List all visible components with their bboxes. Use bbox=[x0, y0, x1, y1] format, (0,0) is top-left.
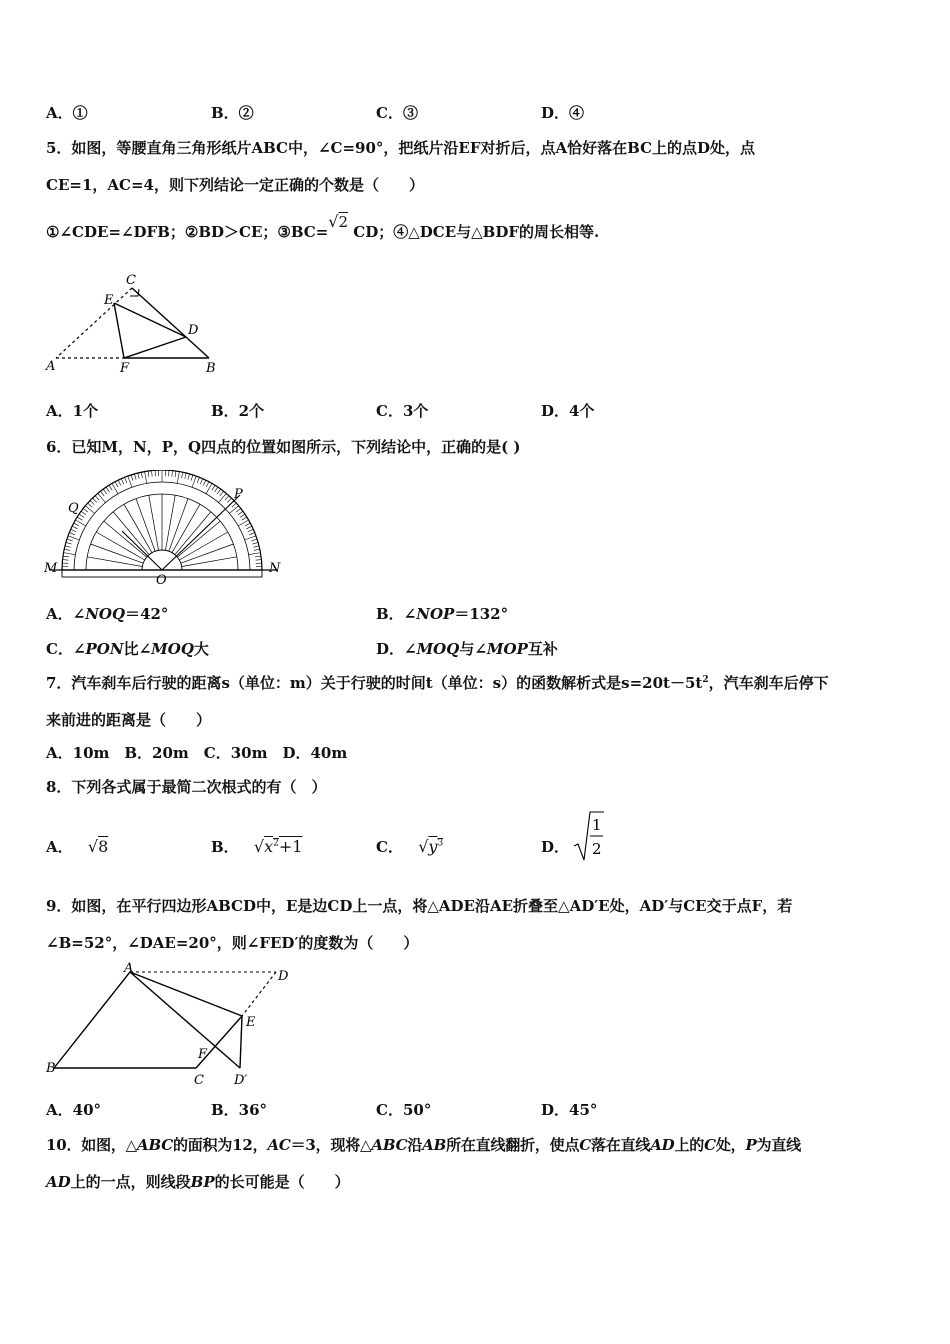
protractor-tick bbox=[248, 529, 253, 531]
label-q: Q bbox=[68, 501, 79, 516]
q7-options: A．10m B．20m C．30m D．40m bbox=[46, 744, 348, 762]
q8-option-d-radical bbox=[572, 808, 606, 864]
q9-option-a: A．40° bbox=[46, 1101, 102, 1119]
label-f: F bbox=[120, 361, 130, 376]
protractor-tick bbox=[252, 542, 258, 544]
q9-stem-line1: 9．如图，在平行四边形ABCD中，E是边CD上一点，将△ADE沿AE折叠至△AD′E处，AD′与CE交于点F，若 bbox=[46, 897, 793, 915]
protractor-tick bbox=[212, 485, 215, 490]
fraction-denominator: 2 bbox=[592, 840, 602, 858]
protractor-tick bbox=[251, 539, 257, 541]
protractor-tick bbox=[188, 474, 190, 480]
protractor-tick bbox=[71, 529, 76, 531]
protractor-tick bbox=[200, 479, 202, 484]
protractor-ray bbox=[149, 495, 159, 550]
protractor-ray bbox=[181, 544, 234, 563]
protractor-tick bbox=[68, 536, 79, 540]
protractor-tick bbox=[206, 482, 209, 487]
q6-option-a: A．∠NOQ＝42° bbox=[46, 605, 169, 623]
protractor-ray bbox=[124, 504, 152, 552]
protractor-tick bbox=[63, 560, 69, 561]
protractor-tick bbox=[219, 493, 227, 502]
q8-option-a: A． √8 bbox=[46, 837, 109, 856]
q5-option-b: B．2个 bbox=[211, 402, 265, 420]
protractor-tick bbox=[225, 496, 229, 500]
label-f: F bbox=[198, 1047, 208, 1062]
protractor-tick bbox=[185, 473, 186, 479]
protractor-tick bbox=[232, 503, 236, 507]
protractor-tick bbox=[245, 536, 256, 540]
protractor-tick bbox=[182, 472, 183, 478]
protractor-tick bbox=[217, 489, 221, 494]
q7-stem-line2: 来前进的距离是（ ） bbox=[46, 711, 212, 729]
protractor-tick bbox=[245, 523, 250, 526]
protractor-tick bbox=[81, 511, 86, 515]
label-o: O bbox=[156, 573, 167, 585]
q5-stem-line1: 5．如图，等腰直角三角形纸片ABC中，∠C=90°，把纸片沿EF对折后，点A恰好落在BC上的点D处，点 bbox=[46, 139, 756, 157]
protractor-tick bbox=[131, 475, 133, 481]
q9-option-b: B．36° bbox=[211, 1101, 268, 1119]
q6-option-b: B．∠NOP＝132° bbox=[376, 605, 509, 623]
protractor-ray bbox=[87, 557, 142, 567]
sqrt-two: √2 bbox=[328, 212, 349, 231]
label-b: B bbox=[46, 1061, 56, 1076]
q4-option-b: B．② bbox=[211, 104, 254, 122]
protractor-tick bbox=[95, 496, 99, 500]
protractor-ray bbox=[91, 544, 144, 563]
protractor-tick bbox=[115, 482, 118, 487]
protractor-tick bbox=[240, 514, 245, 517]
protractor-tick bbox=[249, 533, 255, 535]
protractor-tick bbox=[172, 471, 173, 477]
protractor-tick bbox=[242, 517, 247, 520]
q9-option-d: D．45° bbox=[541, 1101, 598, 1119]
protractor-tick bbox=[63, 556, 69, 557]
fraction-numerator: 1 bbox=[592, 816, 602, 834]
label-d: D bbox=[278, 969, 289, 984]
protractor-tick bbox=[93, 498, 97, 502]
protractor-tick bbox=[109, 485, 112, 490]
protractor-tick bbox=[145, 472, 147, 484]
q4-option-c: C．③ bbox=[376, 104, 418, 122]
label-d: D bbox=[188, 323, 199, 338]
label-m: M bbox=[44, 561, 58, 576]
protractor-tick bbox=[197, 477, 199, 483]
protractor-tick bbox=[175, 471, 176, 477]
protractor-tick bbox=[238, 511, 243, 515]
q8-option-b: B． $√x^2+1$ bbox=[211, 837, 303, 856]
protractor-tick bbox=[74, 523, 79, 526]
protractor-tick bbox=[100, 491, 104, 496]
label-n: N bbox=[269, 561, 281, 576]
protractor-tick bbox=[203, 480, 206, 485]
protractor-tick bbox=[152, 471, 153, 477]
q6-protractor-figure bbox=[44, 470, 284, 585]
q5-figure bbox=[44, 268, 224, 380]
protractor-tick bbox=[85, 506, 94, 514]
protractor-tick bbox=[220, 491, 224, 496]
protractor-tick bbox=[72, 526, 77, 529]
protractor-tick bbox=[229, 506, 238, 514]
protractor-tick bbox=[255, 560, 261, 561]
protractor-tick bbox=[103, 489, 107, 494]
protractor-tick bbox=[255, 556, 261, 557]
q6-option-d: D．∠MOQ与∠MOP互补 bbox=[376, 640, 558, 658]
q4-option-d: D．④ bbox=[541, 104, 585, 122]
q10-stem-line2: AD上的一点，则线段BP的长可能是（ ） bbox=[46, 1173, 350, 1191]
protractor-tick bbox=[246, 526, 251, 529]
protractor-tick bbox=[236, 508, 241, 512]
q5-option-c: C．3个 bbox=[376, 402, 429, 420]
q5-statements: ①∠CDE=∠DFB；②BD＞CE；③BC=√2 CD；④△DCE与△BDF的周长相等. bbox=[46, 212, 600, 241]
protractor-ray bbox=[136, 499, 155, 552]
protractor-ray bbox=[172, 504, 200, 552]
protractor-tick bbox=[192, 476, 196, 487]
protractor-tick bbox=[121, 479, 123, 484]
protractor-tick bbox=[65, 546, 71, 547]
label-p: P bbox=[234, 487, 243, 502]
protractor-tick bbox=[177, 472, 179, 484]
protractor-tick bbox=[215, 487, 218, 492]
protractor-tick bbox=[69, 533, 75, 535]
protractor-tick bbox=[141, 472, 142, 478]
q9-stem-line2: ∠B=52°，∠DAE=20°，则∠FED′的度数为（ ） bbox=[46, 934, 419, 952]
q8-option-c: C． $√y^3$ bbox=[376, 837, 444, 856]
q9-option-c: C．50° bbox=[376, 1101, 432, 1119]
label-c: C bbox=[194, 1073, 204, 1088]
label-a: A bbox=[46, 359, 56, 374]
protractor-ray bbox=[169, 499, 188, 552]
q6-stem: 6．已知M，N，P，Q四点的位置如图所示，下列结论中，正确的是( ) bbox=[46, 438, 521, 456]
protractor-tick bbox=[98, 493, 106, 502]
protractor-ray bbox=[182, 557, 237, 567]
q10-stem-line1: 10．如图，△ABC的面积为12，AC＝3，现将△ABC沿AB所在直线翻折，使点C落在直线AD上的C处，P为直线 bbox=[46, 1136, 801, 1154]
label-b: B bbox=[206, 361, 216, 376]
q4-option-a: A．① bbox=[46, 104, 88, 122]
protractor-tick bbox=[90, 501, 94, 505]
protractor-tick bbox=[191, 475, 193, 481]
protractor-tick bbox=[64, 549, 70, 550]
q5-option-a: A．1个 bbox=[46, 402, 99, 420]
protractor-tick bbox=[249, 553, 261, 555]
protractor-tick bbox=[128, 476, 132, 487]
protractor-tick bbox=[118, 480, 121, 485]
protractor-tick bbox=[64, 553, 76, 555]
protractor-tick bbox=[77, 517, 82, 520]
protractor-tick bbox=[125, 477, 127, 483]
protractor-tick bbox=[67, 539, 73, 541]
label-e: E bbox=[104, 293, 114, 308]
protractor-tick bbox=[227, 498, 231, 502]
protractor-tick bbox=[134, 474, 136, 480]
protractor-tick bbox=[79, 514, 84, 517]
protractor-tick bbox=[66, 542, 72, 544]
protractor-tick bbox=[83, 508, 88, 512]
protractor-tick bbox=[106, 487, 109, 492]
q6-option-c: C．∠PON比∠MOQ大 bbox=[46, 640, 209, 658]
label-e: E bbox=[246, 1015, 256, 1030]
q8-option-d: D． bbox=[541, 838, 570, 856]
protractor-tick bbox=[138, 473, 139, 479]
label-c: C bbox=[126, 273, 136, 288]
protractor-tick bbox=[148, 471, 149, 477]
protractor-tick bbox=[88, 503, 92, 507]
q5-option-d: D．4个 bbox=[541, 402, 595, 420]
protractor-tick bbox=[253, 546, 259, 547]
protractor-ray bbox=[165, 495, 175, 550]
q8-stem: 8．下列各式属于最简二次根式的有（ ） bbox=[46, 778, 327, 796]
protractor-tick bbox=[254, 549, 260, 550]
q5-stem-line2: CE=1，AC=4，则下列结论一定正确的个数是（ ） bbox=[46, 176, 424, 194]
label-d-prime: D′ bbox=[234, 1073, 248, 1088]
q7-stem-line1: 7．汽车刹车后行驶的距离s（单位：m）关于行驶的时间t（单位：s）的函数解析式是$s=20t-5t^2$，汽车刹车后停下 bbox=[46, 674, 829, 692]
label-a: A bbox=[124, 961, 134, 976]
q9-figure bbox=[44, 960, 294, 1088]
